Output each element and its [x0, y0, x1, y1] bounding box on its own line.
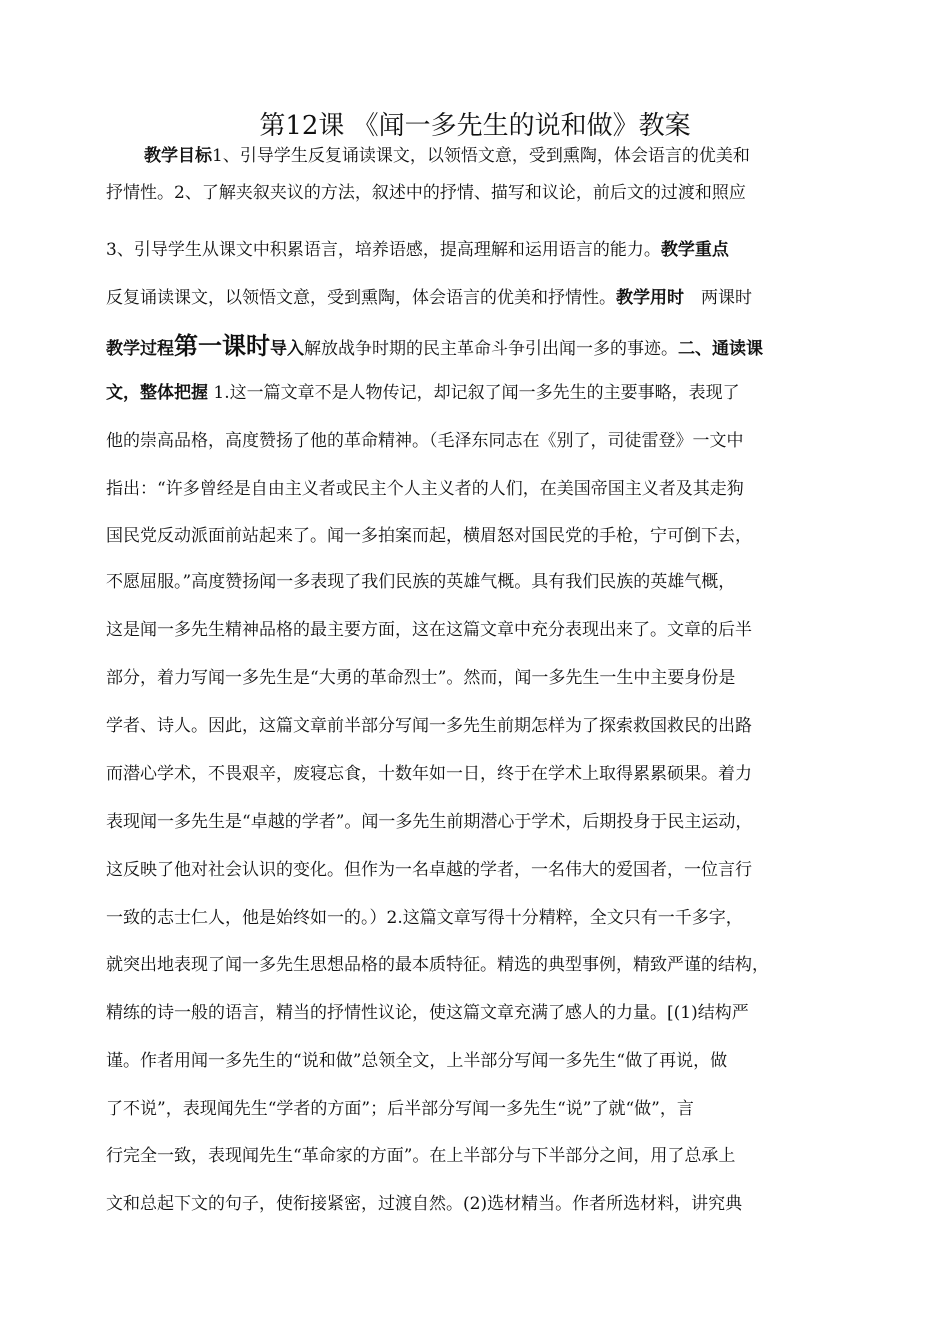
text-line — [106, 144, 884, 168]
text-line — [106, 1097, 846, 1121]
heading-text: 教学目标 — [144, 146, 212, 166]
body-text: 行完全一致，表现闻先生“革命家的方面”。在上半部分与下半部分之间，用了总承上 — [106, 1146, 736, 1166]
body-text: 学者、诗人。因此，这篇文章前半部分写闻一多先生前期怎样为了探索救国救民的出路 — [106, 716, 752, 736]
body-text: 而潜心学术，不畏艰辛，废寝忘食，十数年如一日，终于在学术上取得累累硕果。着力 — [106, 764, 752, 784]
body-text: 文和总起下文的句子，使衔接紧密，过渡自然。(2)选材精当。作者所选材料，讲究典 — [106, 1194, 743, 1214]
text-line — [106, 762, 846, 786]
body-text: 一致的志士仁人，他是始终如一的。）2.这篇文章写得十分精粹，全文只有一千多字， — [106, 908, 743, 928]
heading-text: 文，整体把握 — [106, 383, 208, 403]
text-line — [106, 1144, 846, 1168]
text-line — [106, 714, 846, 738]
heading-text: 第一课时 — [174, 331, 270, 360]
text-line — [106, 810, 846, 834]
heading-text: 教学过程 — [106, 339, 174, 359]
body-text: 精练的诗一般的语言，精当的抒情性议论，使这篇文章充满了感人的力量。[(1)结构严 — [106, 1003, 749, 1023]
text-line — [106, 381, 846, 405]
heading-text: 导入 — [270, 339, 304, 359]
text-line — [106, 429, 846, 453]
heading-text: 教学重点 — [660, 240, 729, 260]
body-text: 1、引导学生反复诵读课文，以领悟文意，受到熏陶，体会语言的优美和 — [212, 146, 750, 166]
text-line — [106, 181, 846, 205]
body-text: 反复诵读课文，以领悟文意，受到熏陶，体会语言的优美和抒情性。 — [106, 288, 616, 308]
body-text: 他的崇高品格，高度赞扬了他的革命精神。（毛泽东同志在《别了，司徒雷登》一文中 — [106, 431, 744, 451]
body-text: 这是闻一多先生精神品格的最主要方面，这在这篇文章中充分表现出来了。文章的后半 — [106, 620, 752, 640]
body-text: 3、引导学生从课文中积累语言，培养语感，提高理解和运用语言的能力。 — [106, 240, 661, 260]
text-line — [106, 618, 846, 642]
heading-text: 教学用时 — [616, 288, 684, 308]
body-text: 不愿屈服。”高度赞扬闻一多表现了我们民族的英雄气概。具有我们民族的英雄气概， — [106, 572, 736, 592]
body-text: 1.这一篇文章不是人物传记，却记叙了闻一多先生的主要事略，表现了 — [208, 383, 740, 403]
body-text: 抒情性。2、了解夹叙夹议的方法，叙述中的抒情、描写和议论，前后文的过渡和照应 — [106, 183, 746, 203]
text-line — [106, 331, 846, 361]
body-text: 谨。作者用闻一多先生的“说和做”总领全文，上半部分写闻一多先生“做了再说，做 — [106, 1051, 728, 1071]
body-text: 部分，着力写闻一多先生是“大勇的革命烈士”。然而，闻一多先生一生中主要身份是 — [106, 668, 736, 688]
text-line — [106, 1192, 846, 1216]
body-text: 指出：“许多曾经是自由主义者或民主个人主义者的人们，在美国帝国主义者及其走狗 — [106, 479, 744, 499]
page-title: 第12课 《闻一多先生的说和做》教案 — [259, 111, 691, 141]
text-line — [106, 953, 846, 977]
heading-text: 二、通读课 — [678, 339, 763, 359]
text-line — [106, 524, 846, 548]
body-text: 这反映了他对社会认识的变化。但作为一名卓越的学者，一名伟大的爱国者，一位言行 — [106, 860, 752, 880]
body-text: 表现闻一多先生是“卓越的学者”。闻一多先生前期潜心于学术，后期投身于民主运动， — [106, 812, 753, 832]
body-text: 国民党反动派面前站起来了。闻一多拍案而起，横眉怒对国民党的手枪，宁可倒下去， — [106, 526, 752, 546]
text-line — [106, 906, 846, 930]
text-line — [106, 666, 846, 690]
text-line — [106, 570, 846, 594]
body-text: 了不说”，表现闻先生“学者的方面”；后半部分写闻一多先生“说”了就“做”，言 — [106, 1099, 694, 1119]
body-text: 就突出地表现了闻一多先生思想品格的最本质特征。精选的典型事例，精致严谨的结构， — [106, 955, 769, 975]
text-line — [106, 286, 846, 310]
text-line — [106, 1049, 846, 1073]
text-line — [106, 1001, 846, 1025]
text-line — [106, 477, 846, 501]
text-line — [106, 858, 846, 882]
body-text: 两课时 — [684, 288, 752, 308]
text-line — [106, 238, 846, 262]
body-text: 解放战争时期的民主革命斗争引出闻一多的事迹。 — [304, 339, 678, 359]
